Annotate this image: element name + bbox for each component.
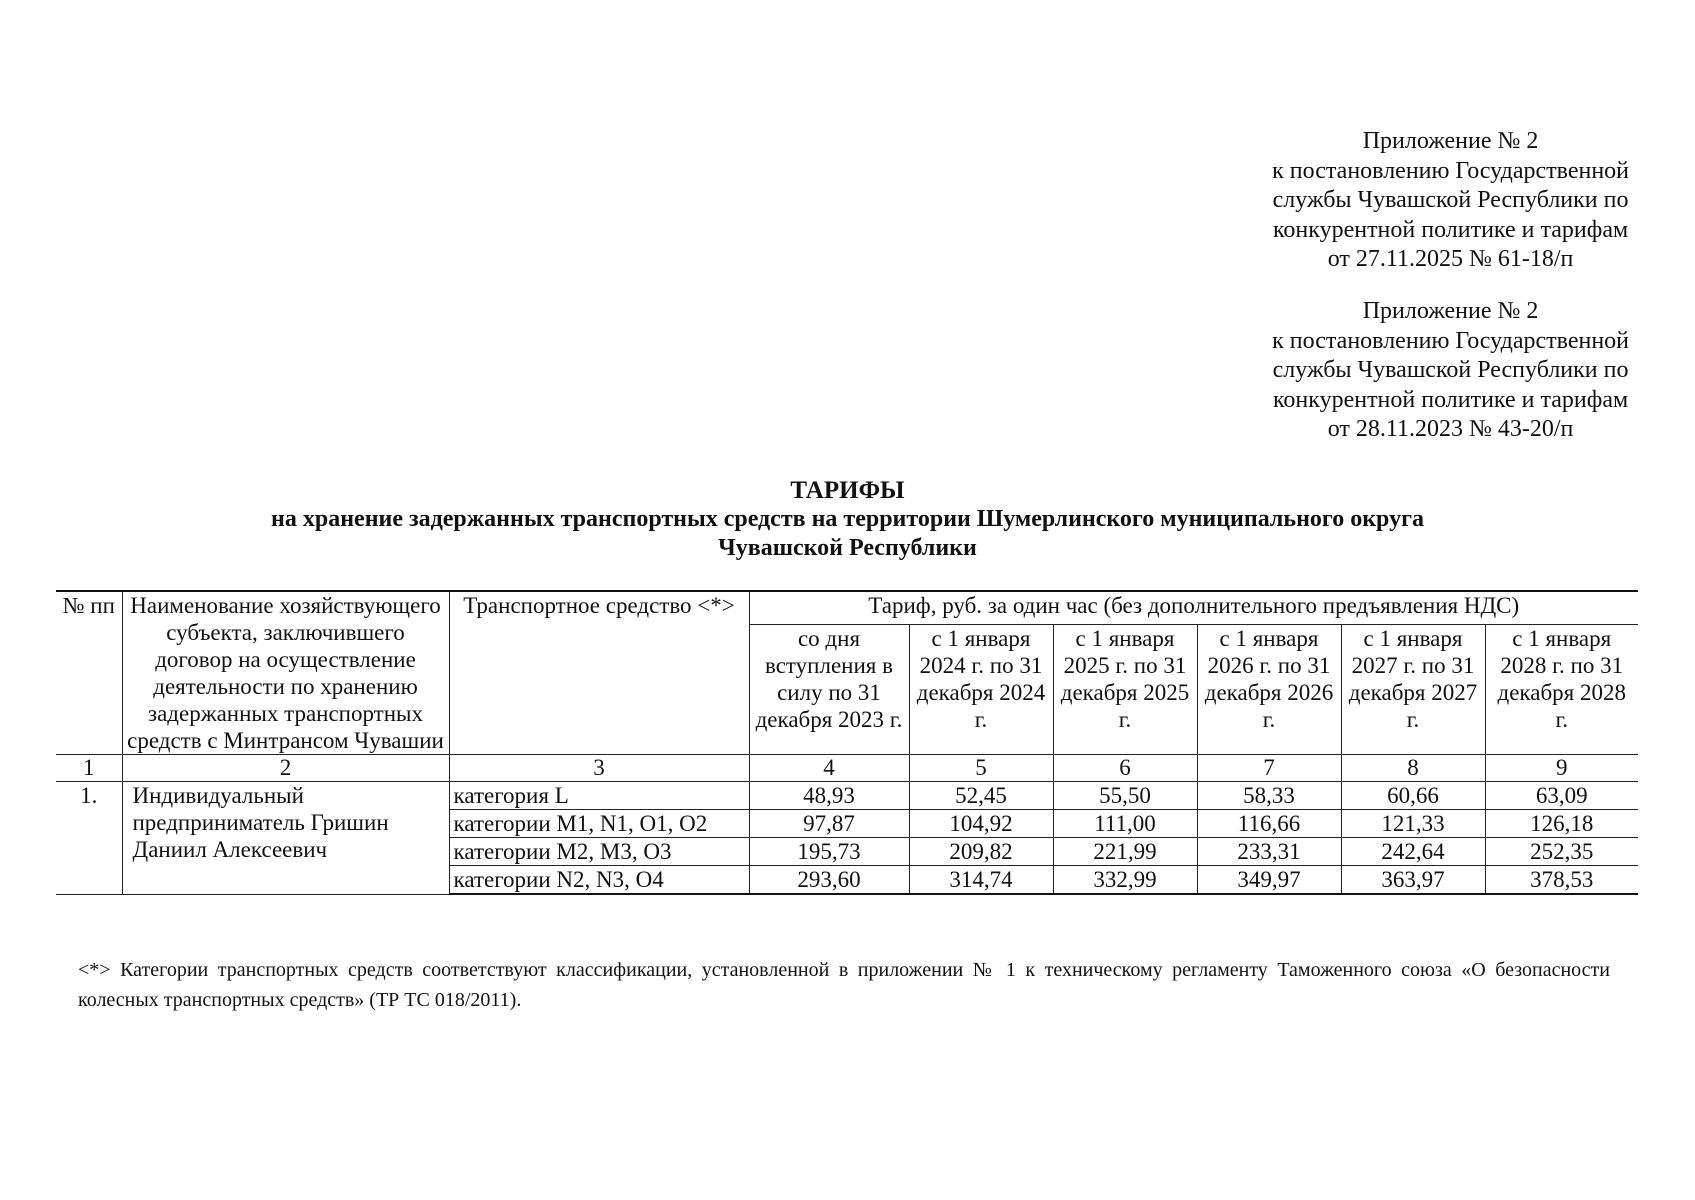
header-period: с 1 января 2026 г. по 31 декабря 2026 г. [1197,625,1341,755]
appendix-line: конкурентной политике и тарифам [1272,386,1629,413]
row-number: 1. [56,782,122,895]
tariff-value: 221,99 [1053,838,1197,866]
tariff-value: 111,00 [1053,810,1197,838]
column-number-row [56,755,1638,782]
appendix-note-previous [1272,297,1629,445]
tariff-value: 233,31 [1197,838,1341,866]
vehicle-category: категория L [449,782,749,810]
title-line-2: на хранение задержанных транспортных средств на территории Шумерлинского муниципального округа [271,506,1424,532]
tariff-table [56,590,1638,895]
header-number: № пп [56,591,122,755]
column-number: 7 [1197,755,1341,782]
column-number: 8 [1341,755,1485,782]
tariff-value: 52,45 [909,782,1053,810]
column-number: 6 [1053,755,1197,782]
appendix-line: службы Чувашской Республики по [1272,187,1629,213]
column-number: 9 [1485,755,1638,782]
header-period: со дня вступления в силу по 31 декабря 2023 г. [749,625,909,755]
tariff-value: 104,92 [909,810,1053,838]
tariff-value: 332,99 [1053,866,1197,895]
header-period: с 1 января 2027 г. по 31 декабря 2027 г. [1341,625,1485,755]
column-number: 2 [122,755,449,782]
header-period: с 1 января 2024 г. по 31 декабря 2024 г. [909,625,1053,755]
tariff-value: 363,97 [1341,866,1485,895]
appendix-line: службы Чувашской Республики по [1272,357,1629,383]
vehicle-category: категории M2, M3, O3 [449,838,749,866]
document-title [0,476,1695,563]
tariff-value: 55,50 [1053,782,1197,810]
tariff-value: 48,93 [749,782,909,810]
tariff-value: 60,66 [1341,782,1485,810]
appendix-line: от 27.11.2025 № 61-18/п [1327,246,1574,272]
title-main: ТАРИФЫ [790,477,905,504]
column-number: 4 [749,755,909,782]
table-row [56,782,1638,810]
tariff-value: 314,74 [909,866,1053,895]
appendix-line: от 28.11.2023 № 43-20/п [1327,416,1574,442]
entity-name: Индивидуальный предприниматель Гришин Даниил Алексеевич [122,782,449,895]
header-vehicle: Транспортное средство <*> [449,591,749,755]
tariff-value: 242,64 [1341,838,1485,866]
tariff-value: 58,33 [1197,782,1341,810]
tariff-value: 63,09 [1485,782,1638,810]
footnote: <*> Категории транспортных средств соответствуют классификации, установленной в приложении № 1 к техническому регламенту Таможенного союза «О безопасности колесных транспортных средств» (ТР ТС 018/2011). [78,959,1610,1011]
tariff-value: 378,53 [1485,866,1638,895]
tariff-value: 126,18 [1485,810,1638,838]
tariff-value: 209,82 [909,838,1053,866]
tariff-value: 349,97 [1197,866,1341,895]
vehicle-category: категории M1, N1, O1, O2 [449,810,749,838]
tariff-value: 195,73 [749,838,909,866]
tariff-value: 293,60 [749,866,909,895]
title-line-3: Чувашской Республики [718,535,977,561]
column-number: 1 [56,755,122,782]
appendix-note-current [1272,127,1629,275]
tariff-value: 97,87 [749,810,909,838]
appendix-line: к постановлению Государственной [1272,157,1629,184]
column-number: 5 [909,755,1053,782]
column-number: 3 [449,755,749,782]
header-period: с 1 января 2028 г. по 31 декабря 2028 г. [1485,625,1638,755]
tariff-value: 121,33 [1341,810,1485,838]
header-row [56,591,1638,625]
appendix-line: конкурентной политике и тарифам [1272,216,1629,243]
appendix-line: Приложение № 2 [1362,298,1539,324]
vehicle-category: категории N2, N3, O4 [449,866,749,895]
header-period: с 1 января 2025 г. по 31 декабря 2025 г. [1053,625,1197,755]
header-tariff-group: Тариф, руб. за один час (без дополнительного предъявления НДС) [749,591,1638,625]
tariff-value: 252,35 [1485,838,1638,866]
appendix-line: Приложение № 2 [1362,128,1539,154]
appendix-line: к постановлению Государственной [1272,327,1629,354]
tariff-value: 116,66 [1197,810,1341,838]
header-entity: Наименование хозяйствующего субъекта, заключившего договор на осуществление деятельности по хранению задержанных транспортных средств с Минтрансом Чувашии [122,591,449,755]
